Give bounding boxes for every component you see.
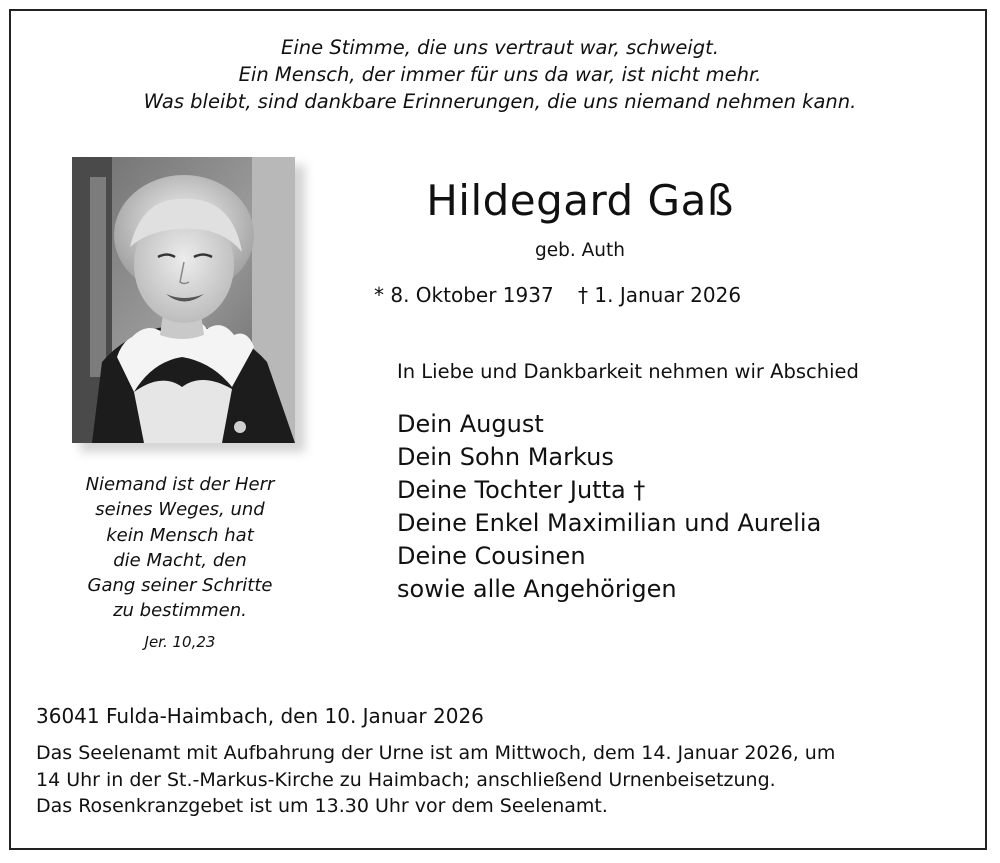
motto	[0, 34, 1000, 115]
motto-line: Ein Mensch, der immer für uns da war, ist nicht mehr.	[238, 63, 762, 86]
verse-line: kein Mensch hat	[106, 524, 254, 546]
mourner-item: sowie alle Angehörigen	[397, 575, 677, 603]
farewell-text: In Liebe und Dankbarkeit nehmen wir Abschied	[397, 360, 859, 383]
mourner-item: Deine Tochter Jutta †	[397, 476, 646, 504]
place-and-date: 36041 Fulda-Haimbach, den 10. Januar 2026	[36, 704, 484, 728]
service-notice	[36, 740, 956, 820]
notice-line: 14 Uhr in der St.-Markus-Kirche zu Haimbach; anschließend Urnenbeisetzung.	[36, 768, 776, 791]
life-dates	[374, 283, 794, 307]
mourner-item: Deine Cousinen	[397, 542, 586, 570]
verse-reference: Jer. 10,23	[144, 633, 216, 651]
notice-line: Das Rosenkranzgebet ist um 13.30 Uhr vor dem Seelenamt.	[36, 795, 608, 817]
motto-line: Eine Stimme, die uns vertraut war, schweigt.	[281, 36, 719, 59]
death-date: † 1. Januar 2026	[578, 283, 742, 307]
mourner-item: Dein August	[397, 410, 544, 438]
portrait-photo	[72, 157, 295, 443]
deceased-name: Hildegard Gaß	[426, 176, 734, 225]
verse-line: seines Weges, und	[95, 499, 265, 521]
verse-line: Niemand ist der Herr	[85, 474, 275, 495]
birth-date: * 8. Oktober 1937	[374, 283, 554, 307]
bible-verse	[55, 472, 305, 624]
mourners-list	[397, 408, 821, 606]
mourner-item: Deine Enkel Maximilian und Aurelia	[397, 509, 822, 537]
mourner-item: Dein Sohn Markus	[397, 443, 614, 471]
portrait-illustration	[72, 157, 295, 443]
verse-line: die Macht, den	[113, 549, 247, 571]
verse-line: zu bestimmen.	[113, 600, 247, 622]
verse-line: Gang seiner Schritte	[87, 575, 273, 597]
notice-line: Das Seelenamt mit Aufbahrung der Urne ist am Mittwoch, dem 14. Januar 2026, um	[36, 742, 836, 764]
maiden-name: geb. Auth	[535, 240, 625, 261]
motto-line: Was bleibt, sind dankbare Erinnerungen, die uns niemand nehmen kann.	[143, 90, 857, 113]
